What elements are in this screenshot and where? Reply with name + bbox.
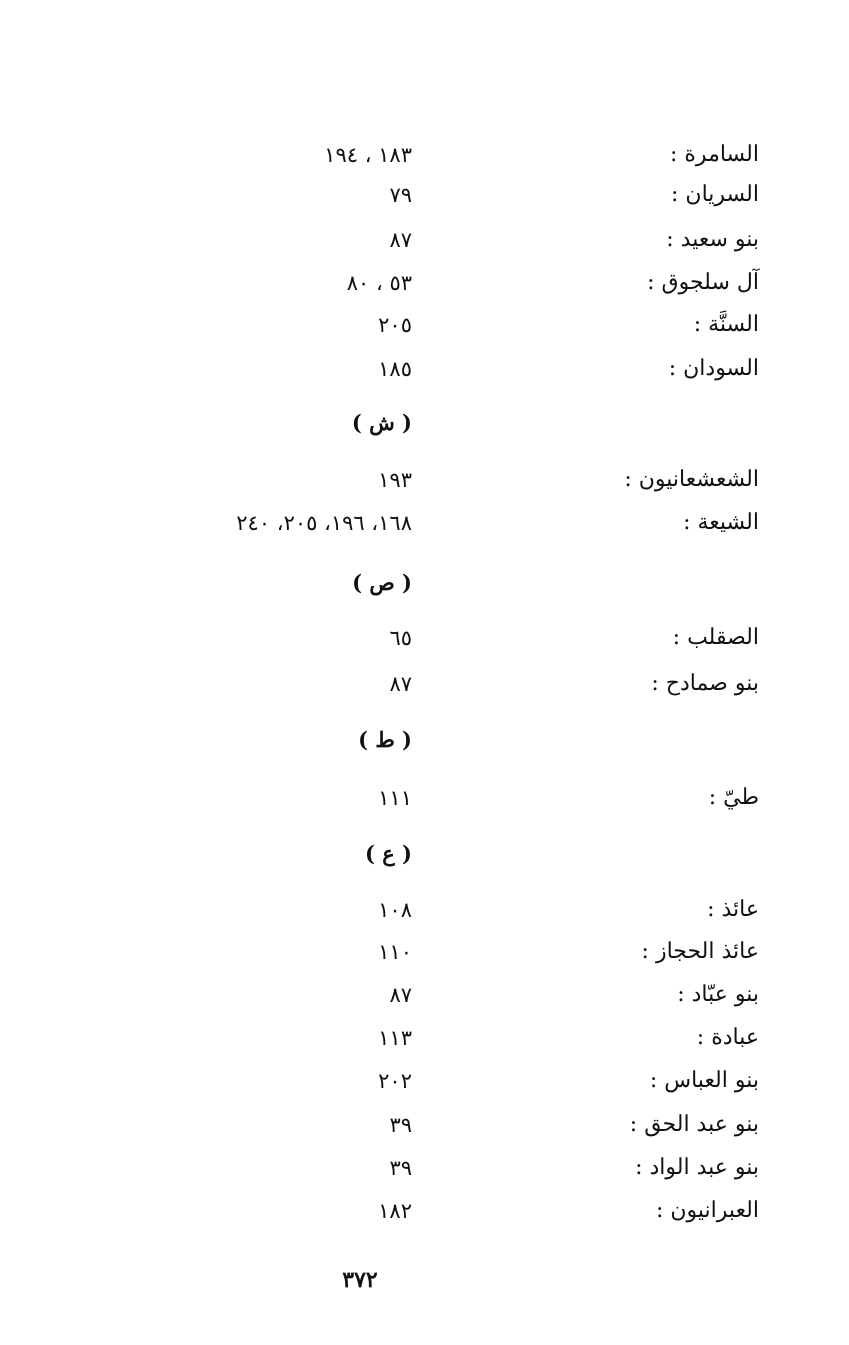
index-page-refs: ٢٠٢	[378, 1069, 412, 1093]
index-term: السريان :	[671, 182, 759, 207]
section-heading-ta: ( ط )	[358, 727, 412, 752]
index-term: بنو العباس :	[649, 1068, 759, 1093]
index-term: بنو عبد الحق :	[629, 1112, 759, 1137]
index-entry-samira	[0, 137, 849, 177]
index-term: بنو عبّاد :	[677, 982, 759, 1007]
index-entry-banu-abbas	[0, 1063, 849, 1103]
index-page-refs: ١٨٥	[378, 357, 412, 381]
index-entry-al-saljuq	[0, 265, 849, 305]
index-entry-suryan	[0, 177, 849, 217]
index-page-refs: ٨٧	[389, 983, 412, 1007]
index-page-refs: ١٨٣ ، ١٩٤	[324, 143, 412, 167]
page-number: ٣٧٢	[342, 1267, 378, 1293]
index-term: السودان :	[668, 356, 759, 381]
index-page-refs: ١٩٣	[378, 468, 412, 492]
index-term: بنو عبد الواد :	[635, 1155, 759, 1180]
index-page-refs: ١٦٨، ١٩٦، ٢٠٥، ٢٤٠	[236, 511, 412, 535]
index-entry-aidh	[0, 892, 849, 932]
index-entry-banu-abd-al-wad	[0, 1150, 849, 1190]
index-page-refs: ١٠٨	[378, 898, 412, 922]
section-heading-sad: ( ص )	[352, 570, 412, 595]
section-heading-shin: ( ش )	[351, 410, 412, 435]
index-term: عائذ الحجاز :	[641, 939, 759, 964]
index-page-refs: ٥٣ ، ٨٠	[346, 271, 412, 295]
index-term: آل سلجوق :	[647, 270, 759, 295]
index-page-refs: ١١٠	[378, 940, 412, 964]
index-entry-shia	[0, 505, 849, 545]
index-entry-sunna	[0, 307, 849, 347]
index-page-refs: ٢٠٥	[378, 313, 412, 337]
index-entry-banu-abd-al-haqq	[0, 1107, 849, 1147]
index-page-refs: ٦٥	[389, 626, 412, 650]
index-entry-saqlab	[0, 620, 849, 660]
index-term: عبادة :	[696, 1025, 759, 1050]
index-term: الشعشعانيون :	[624, 467, 759, 492]
index-entry-tayy	[0, 780, 849, 820]
section-heading-ayn: ( ع )	[364, 841, 412, 866]
index-entry-shashaniyun	[0, 462, 849, 502]
index-page-refs: ١١١	[378, 786, 412, 810]
index-term: السامرة :	[670, 142, 759, 167]
index-term: الصقلب :	[672, 625, 759, 650]
index-page-refs: ٨٧	[389, 228, 412, 252]
index-page-refs: ١٨٢	[378, 1199, 412, 1223]
index-term: بنو سعيد :	[666, 227, 759, 252]
index-page-refs: ٧٩	[389, 183, 412, 207]
index-term: طيّ :	[708, 785, 759, 810]
index-term: العبرانيون :	[655, 1198, 759, 1223]
index-page-refs: ٣٩	[389, 1113, 412, 1137]
index-page-refs: ٨٧	[389, 672, 412, 696]
index-page-refs: ١١٣	[378, 1026, 412, 1050]
index-page-refs: ٣٩	[389, 1156, 412, 1180]
index-entry-ibraniyun	[0, 1193, 849, 1233]
index-term: الشيعة :	[683, 510, 759, 535]
index-term: بنو صمادح :	[651, 671, 759, 696]
index-term: السنَّة :	[693, 312, 759, 337]
index-entry-banu-samadih	[0, 666, 849, 706]
index-entry-aidh-hijaz	[0, 934, 849, 974]
index-entry-banu-said	[0, 222, 849, 262]
index-entry-banu-abbad	[0, 977, 849, 1017]
index-term: عائذ :	[707, 897, 759, 922]
index-entry-ubada	[0, 1020, 849, 1060]
index-entry-sudan	[0, 351, 849, 391]
